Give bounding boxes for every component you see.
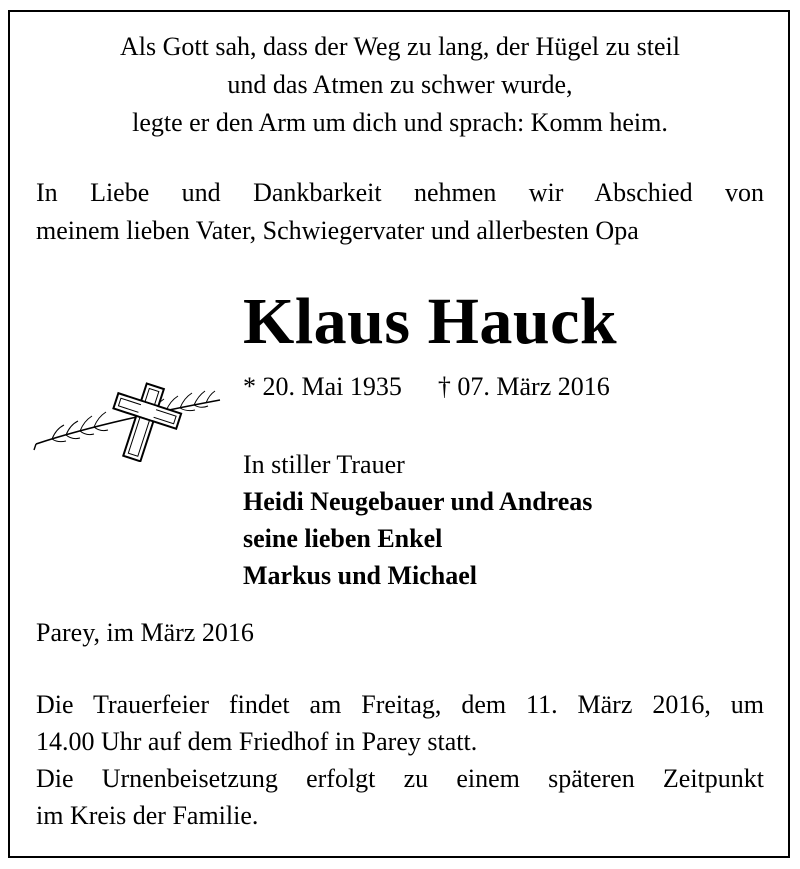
intro-line: meinem lieben Vater, Schwiegervater und allerbesten Opa [36, 216, 639, 245]
mourner-line: Heidi Neugebauer und Andreas [243, 487, 593, 516]
cross-with-palm-branch-icon [32, 378, 230, 462]
poem [0, 28, 800, 142]
intro-text [36, 174, 764, 250]
death-date: † 07. März 2016 [437, 372, 610, 401]
poem-line: und das Atmen zu schwer wurde, [227, 70, 573, 99]
ceremony-line: Die Trauerfeier findet am Freitag, dem 11. März 2016, um [36, 690, 764, 719]
life-dates [243, 368, 610, 406]
mourner-line: Markus und Michael [243, 561, 478, 590]
place-date: Parey, im März 2016 [36, 618, 254, 647]
ceremony-line: Die Urnenbeisetzung erfolgt zu einem späteren Zeitpunkt [36, 764, 764, 793]
ceremony-info [36, 686, 764, 834]
ceremony-line: im Kreis der Familie. [36, 801, 259, 830]
mourner-line: seine lieben Enkel [243, 524, 443, 553]
mourners [243, 446, 592, 594]
intro-line: In Liebe und Dankbarkeit nehmen wir Abschied von [36, 178, 764, 207]
birth-date: * 20. Mai 1935 [243, 372, 402, 401]
deceased-name: Klaus Hauck [243, 285, 618, 358]
poem-line: Als Gott sah, dass der Weg zu lang, der Hügel zu steil [120, 32, 680, 61]
mourners-heading: In stiller Trauer [243, 450, 405, 479]
poem-line: legte er den Arm um dich und sprach: Komm heim. [132, 108, 668, 137]
ceremony-line: 14.00 Uhr auf dem Friedhof in Parey statt. [36, 727, 478, 756]
